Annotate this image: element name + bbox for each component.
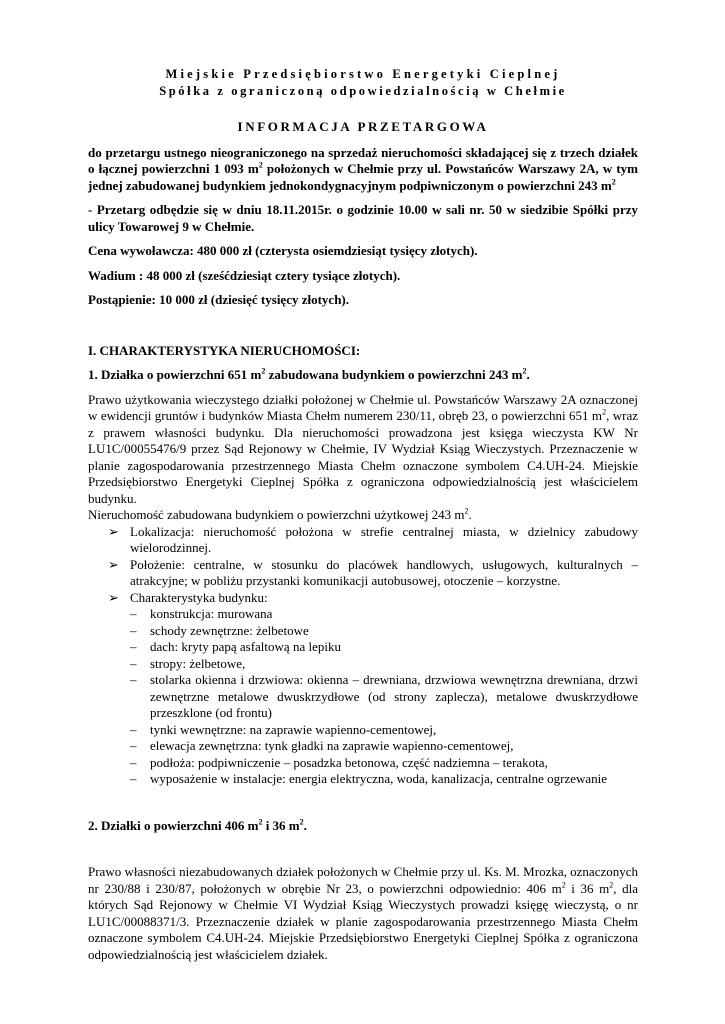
building-item-text: schody zewnętrzne: żelbetowe xyxy=(150,622,309,638)
building-item-text: dach: kryty papą asfaltową na lepiku xyxy=(150,639,341,654)
dash-bullet-icon: – xyxy=(130,622,137,638)
section1-subheading-c: . xyxy=(526,367,530,382)
built-area-sup: 2 xyxy=(464,506,469,516)
section2-heading xyxy=(88,818,638,835)
dash-bullet-icon: – xyxy=(130,721,137,737)
section1-heading: I. CHARAKTERYSTYKA NIERUCHOMOŚCI: xyxy=(88,342,361,358)
starting-price: Cena wywoławcza: 480 000 zł (czterysta osiemdziesiąt tysięcy złotych). xyxy=(88,243,478,258)
section1-subheading-sup-a: 2 xyxy=(261,366,266,376)
arrow-bullet-icon: ➢ xyxy=(108,589,119,605)
building-characteristics-list xyxy=(130,606,638,788)
building-item-text: stropy: żelbetowe, xyxy=(150,655,246,671)
dash-bullet-icon: – xyxy=(130,639,137,654)
dash-bullet-icon: – xyxy=(130,672,137,687)
intro-sup-1: 2 xyxy=(258,160,263,170)
building-item xyxy=(130,672,638,722)
section2-description-b: i 36 m xyxy=(565,880,610,896)
section2-heading-c: . xyxy=(303,817,307,833)
building-item xyxy=(130,755,638,772)
building-item-text: konstrukcja: murowana xyxy=(150,606,273,621)
section2-description xyxy=(88,864,638,963)
building-item xyxy=(130,656,638,673)
building-item xyxy=(130,606,638,623)
company-name-line2: Spółka z ograniczoną odpowiedzialnością w Chełmie xyxy=(159,84,567,98)
built-area-line xyxy=(88,507,638,524)
document-title: INFORMACJA PRZETARGOWA xyxy=(237,119,489,134)
auction-date-line: - Przetarg odbędzie się w dniu 18.11.2015r. o godzinie 10.00 w sali nr. 50 w siedzibie Spółki przy ulicy Towarowej 9 w Chełmie. xyxy=(88,202,638,234)
arrow-bullet-icon: ➢ xyxy=(108,523,119,539)
feature-position-text: Położenie: centralne, w stosunku do placówek handlowych, usługowych, kulturalnych – atrakcyjne; w pobliżu przystanki komunikacji autobusowej, otoczenie – korzystne. xyxy=(130,556,638,588)
intro-sup-2: 2 xyxy=(611,177,616,187)
intro-text-a: do przetargu ustnego nieograniczonego na sprzedaż nieruchomości składającej się z trzech działek o łącznej powierzchni 1 093 m xyxy=(88,144,638,176)
section2-heading-sup-b: 2 xyxy=(299,817,304,827)
intro-text-b: położonych w Chełmie przy ul. Powstańców Warszawy 2A, w tym jednej zabudowanej budynkiem jednokondygnacyjnym podpiwniczonym o powierzchni 243 m xyxy=(88,161,638,193)
section2-description-c: , dla których Sąd Rejonowy w Chełmie VI Wydział Ksiąg Wieczystych prowadzi księgę wieczystą, o nr LU1C/00088371/3. Przeznaczenie działek w planie zagospodarowania przestrzennego Miasta Chełm oznaczone symbolem C4.UH-24. Miejskie Przedsiębiorstwo Energetyki Cieplnej Spółka z ograniczona odpowiedzialnością jest właścicielem działek. xyxy=(88,880,638,962)
built-area-text-a: Nieruchomość zabudowana budynkiem o powierzchni użytkowej 243 m xyxy=(88,507,465,522)
dash-bullet-icon: – xyxy=(130,606,137,621)
feature-building-text: Charakterystyka budynku: xyxy=(130,589,268,605)
section1-subheading-a: 1. Działka o powierzchni 651 m xyxy=(88,367,262,382)
feature-position xyxy=(88,557,638,590)
dash-bullet-icon: – xyxy=(130,771,137,786)
feature-location xyxy=(88,524,638,557)
dash-bullet-icon: – xyxy=(130,738,137,753)
building-item xyxy=(130,623,638,640)
section2-heading-a: 2. Działki o powierzchni 406 m xyxy=(88,817,259,833)
building-item-text: stolarka okienna i drzwiowa: okienna – drewniana, drzwiowa wewnętrzna drewniana, drzwi zewnętrzne metalowe dwuskrzydłowe (od strony zaplecza), metalowe dwuskrzydłowe przeszklone (od frontu) xyxy=(150,672,638,720)
built-area-text-b: . xyxy=(468,507,472,522)
section1-subheading-sup-b: 2 xyxy=(522,366,527,376)
section2-heading-b: i 36 m xyxy=(262,817,300,833)
property-features-list xyxy=(88,524,638,788)
building-item xyxy=(130,771,638,788)
arrow-bullet-icon: ➢ xyxy=(108,556,119,572)
building-item-text: elewacja zewnętrzna: tynk gładki na zaprawie wapienno-cementowej, xyxy=(150,738,514,753)
section2-heading-sup-a: 2 xyxy=(258,817,263,827)
section1-description-sup: 2 xyxy=(602,407,607,417)
feature-location-text: Lokalizacja: nieruchomość położona w strefie centralnej miasta, w dzielnicy zabudowy wielorodzinnej. xyxy=(130,523,638,555)
deposit-amount: Wadium : 48 000 zł (sześćdziesiąt cztery tysiące złotych). xyxy=(88,267,401,283)
company-name-line1: Miejskie Przedsiębiorstwo Energetyki Cieplnej xyxy=(165,67,561,81)
building-item xyxy=(130,639,638,656)
dash-bullet-icon: – xyxy=(130,655,137,671)
dash-bullet-icon: – xyxy=(130,754,137,770)
section1-description-a: Prawo użytkowania wieczystego działki położonej w Chełmie ul. Powstańców Warszawy 2A oznaczonej w ewidencji gruntów i budynków Miasta Chełm numerem 230/11, obręb 23, o powierzchni 651 m xyxy=(88,391,638,423)
building-item xyxy=(130,738,638,755)
section1-description-b: , wraz z prawem własności budynku. Dla nieruchomości prowadzona jest księga wieczysta KW Nr LU1C/00055476/9 przez Sąd Rejonowy w Chełmie, IV Wydział Ksiąg Wieczystych. Przeznaczenie w planie zagospodarowania przestrzennego Miasta Chełm oznaczone symbolem C4.UH-24. Miejskie Przedsiębiorstwo Energetyki Cieplnej Spółka z ograniczona odpowiedzialnością jest właścicielem budynku. xyxy=(88,408,639,506)
section2-description-sup-b: 2 xyxy=(609,880,614,890)
section2-description-sup-a: 2 xyxy=(561,880,566,890)
building-item-text: podłoża: podpiwniczenie – posadzka betonowa, część nadziemna – terakota, xyxy=(150,754,548,770)
section1-subheading-b: zabudowana budynkiem o powierzchni 243 m xyxy=(265,367,523,382)
section1-subheading xyxy=(88,367,638,384)
intro-paragraph xyxy=(88,145,638,195)
section1-description xyxy=(88,392,638,508)
feature-building xyxy=(88,590,638,788)
document-page xyxy=(88,66,638,963)
building-item-text: wyposażenie w instalacje: energia elektryczna, woda, kanalizacja, centralne ogrzewanie xyxy=(150,771,608,786)
building-item xyxy=(130,722,638,739)
bid-increment: Postąpienie: 10 000 zł (dziesięć tysięcy złotych). xyxy=(88,292,350,307)
section2-description-a: Prawo własności niezabudowanych działek położonych w Chełmie przy ul. Ks. M. Mrozka, oznaczonych nr 230/88 i 230/87, położonych w obrębie Nr 23, o powierzchni odpowiednio: 406 m xyxy=(88,864,638,896)
building-item-text: tynki wewnętrzne: na zaprawie wapienno-cementowej, xyxy=(150,721,437,737)
